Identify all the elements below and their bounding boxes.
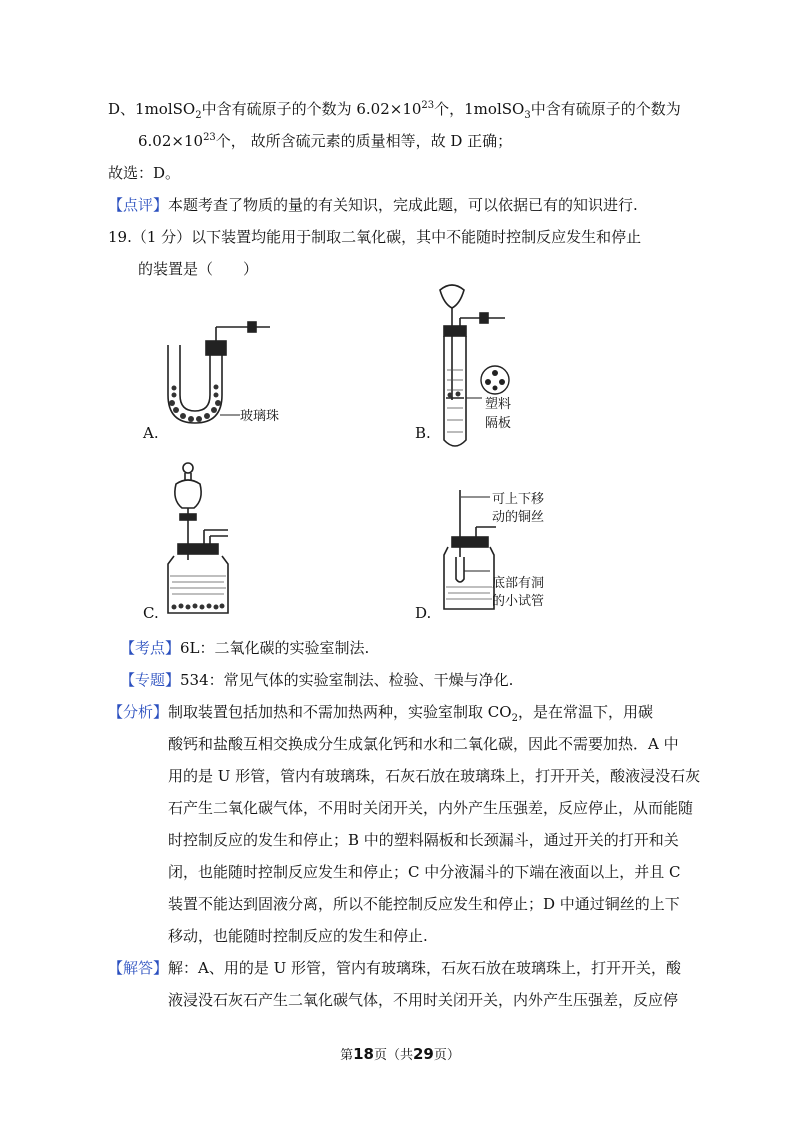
analysis-line-4: 石产生二氧化碳气体，不用时关闭开关，内外产生压强差，反应停止，从而能随 [168, 799, 694, 817]
label-glass-beads: 玻璃珠 [240, 409, 280, 424]
knowledge-point-line: 【考点】6L：二氧化碳的实验室制法. [120, 639, 370, 657]
solution-tag: 【解答】 [108, 959, 169, 977]
caption-d: D. [415, 604, 432, 622]
label-small-test-tube: 的小试管 [492, 594, 545, 609]
question-19-line-2: 的装置是（ ） [138, 260, 259, 278]
analysis-line-7: 装置不能达到固液分离，所以不能控制反应发生和停止；D 中通过铜丝的上下 [168, 895, 680, 913]
analysis-line-5: 时控制反应的发生和停止；B 中的塑料隔板和长颈漏斗，通过开关的打开和关 [168, 831, 679, 849]
label-copper-wire: 动的铜丝 [492, 510, 545, 525]
topic-line: 【专题】534：常见气体的实验室制法、检验、干燥与净化. [120, 671, 514, 689]
current-page-number: 18 [353, 1045, 374, 1063]
apparatus-c-bottle [158, 458, 258, 618]
option-d-line-1: D、1molSO$_2$中含有硫原子的个数为 $6.02\times 10^{23}$个，1molSO$_3$中含有硫原子的个数为 [108, 100, 681, 121]
analysis-line-6: 闭，也能随时控制反应发生和停止；C 中分液漏斗的下端在液面以上，并且 C [168, 863, 681, 881]
analysis-line-8: 移动，也能随时控制反应的发生和停止. [168, 927, 428, 945]
caption-c: C. [143, 604, 159, 622]
solution-line-2: 液浸没石灰石产生二氧化碳气体，不用时关闭开关，内外产生压强差，反应停 [168, 991, 679, 1009]
label-hole-bottom: 底部有洞 [492, 576, 545, 591]
total-page-number: 29 [413, 1045, 434, 1063]
caption-a: A. [143, 424, 159, 442]
label-movable-1: 可上下移 [492, 492, 545, 507]
question-19-line-1: 19.（1 分）以下装置均能用于制取二氧化碳，其中不能随时控制反应发生和停止 [108, 228, 642, 246]
apparatus-d-bottle [440, 485, 500, 615]
solution-line-1: 【解答】解：A、用的是 U 形管，管内有玻璃珠，石灰石放在玻璃珠上，打开开关，酸 [108, 959, 682, 977]
analysis-tag: 【分析】 [108, 703, 169, 721]
analysis-line-3: 用的是 U 形管，管内有玻璃珠，石灰石放在玻璃珠上，打开开关，酸液浸没石灰 [168, 767, 701, 785]
caption-b: B. [415, 424, 431, 442]
comment-line: 【点评】本题考查了物质的量的有关知识，完成此题，可以依据已有的知识进行. [108, 196, 638, 214]
topic-tag: 【专题】 [120, 671, 181, 689]
analysis-line-1: 【分析】制取装置包括加热和不需加热两种，实验室制取 $CO_2$，是在常温下，用碳 [108, 703, 653, 724]
page-footer: 第18页（共29页） [340, 1045, 460, 1063]
analysis-line-2: 酸钙和盐酸互相交换成分生成氯化钙和水和二氧化碳，因此不需要加热．A 中 [168, 735, 679, 753]
label-plastic: 塑料 [485, 397, 512, 412]
label-partition: 隔板 [485, 416, 512, 431]
comment-tag: 【点评】 [108, 196, 169, 214]
knowledge-point-tag: 【考点】 [120, 639, 181, 657]
option-d-line-2: $6.02\times 10^{23}$个， 故所含硫元素的质量相等，故 D 正确； [138, 132, 513, 150]
answer-choice: 故选：D。 [108, 164, 181, 182]
apparatus-b-tube [430, 280, 530, 455]
